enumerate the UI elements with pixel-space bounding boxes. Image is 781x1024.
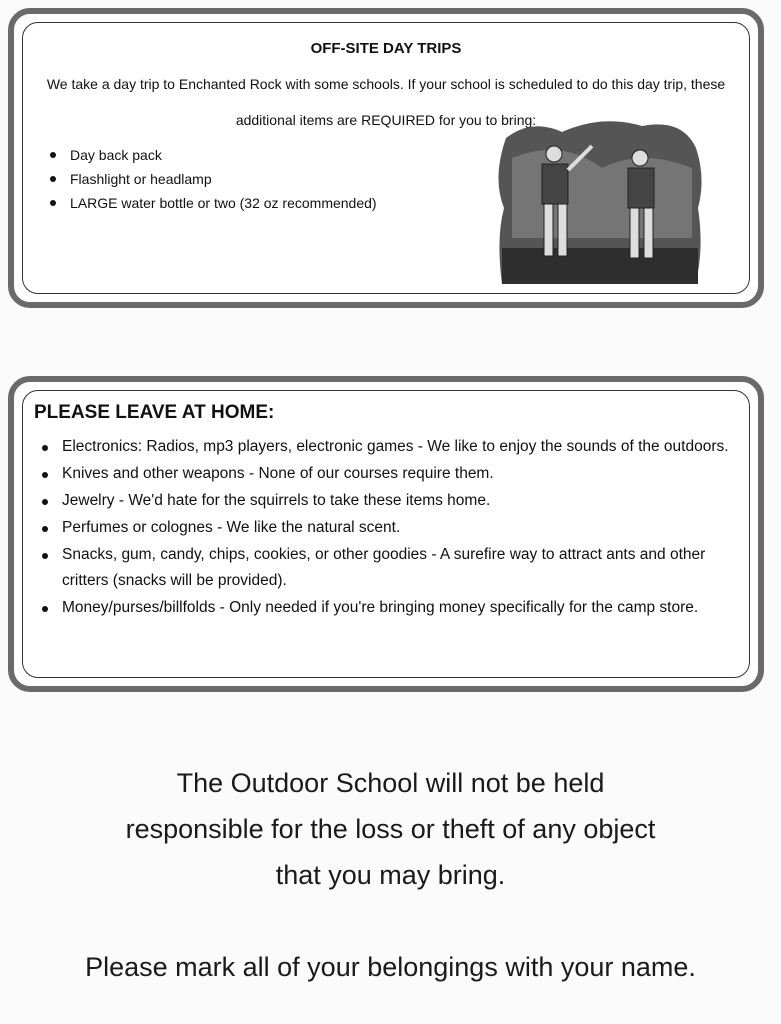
list-item: Perfumes or colognes - We like the natural scent.: [40, 515, 744, 541]
list-item: Day back pack: [48, 143, 377, 167]
leave-at-home-list: [40, 434, 744, 622]
hikers-illustration: [492, 118, 706, 286]
day-trips-intro: We take a day trip to Enchanted Rock with some schools. If your school is scheduled to do this day trip, these additional items are REQUIRED for you to bring:: [46, 76, 726, 128]
leave-at-home-title: PLEASE LEAVE AT HOME:: [34, 402, 275, 423]
label-belongings-notice: Please mark all of your belongings with your name.: [85, 952, 696, 982]
list-item: Jewelry - We'd hate for the squirrels to take these items home.: [40, 488, 744, 514]
list-item: Snacks, gum, candy, chips, cookies, or other goodies - A surefire way to attract ants and other critters (snacks will be provided).: [40, 542, 744, 594]
day-trips-box: [8, 8, 764, 308]
liability-notice: The Outdoor School will not be held responsible for the loss or theft of any object that you may bring.: [125, 768, 656, 890]
list-item: Money/purses/billfolds - Only needed if you're bringing money specifically for the camp store.: [40, 595, 744, 621]
list-item: Flashlight or headlamp: [48, 167, 377, 191]
leave-at-home-box: [8, 376, 764, 692]
list-item: LARGE water bottle or two (32 oz recommended): [48, 191, 377, 215]
required-items-list: [48, 143, 377, 215]
list-item: Knives and other weapons - None of our courses require them.: [40, 461, 744, 487]
list-item: Electronics: Radios, mp3 players, electronic games - We like to enjoy the sounds of the outdoors.: [40, 434, 744, 460]
day-trips-title: OFF-SITE DAY TRIPS: [310, 40, 462, 57]
